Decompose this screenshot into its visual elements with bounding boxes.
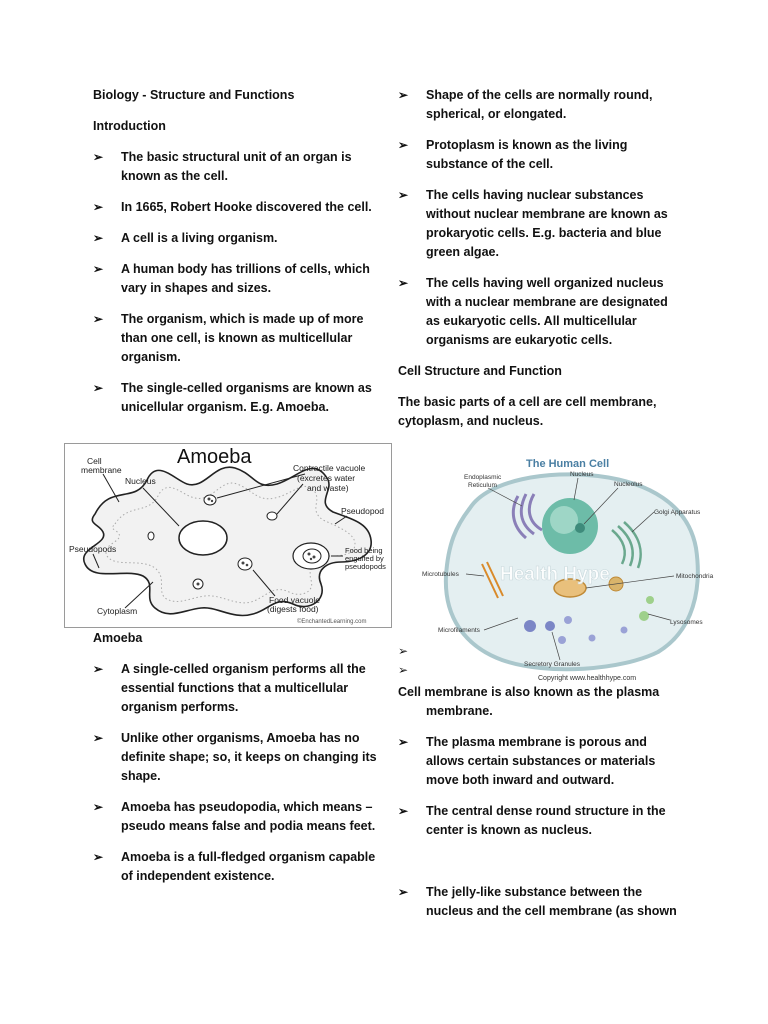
arrow-bullet-icon: ➢: [93, 312, 104, 326]
amoeba-bullet-list: [93, 660, 378, 886]
list-item: ➢ A human body has trillions of cells, which vary in shapes and sizes.: [93, 262, 370, 295]
arrow-bullet-icon: ➢: [93, 662, 104, 676]
svg-text:Nucleus: Nucleus: [570, 471, 594, 478]
svg-text:(excretes water: (excretes water: [297, 473, 356, 483]
svg-text:Microfilaments: Microfilaments: [438, 627, 480, 634]
svg-text:©EnchantedLearning.com: ©EnchantedLearning.com: [297, 619, 367, 625]
svg-text:Pseudopod: Pseudopod: [341, 506, 385, 516]
arrow-bullet-icon: ➢: [93, 231, 104, 245]
intro-bullet-list: [93, 148, 378, 417]
human-cell-diagram: [418, 448, 718, 688]
document-title: Biology - Structure and Functions: [93, 88, 295, 102]
svg-text:Mitochondria: Mitochondria: [676, 573, 714, 580]
svg-text:Pseudopods: Pseudopods: [69, 544, 117, 554]
arrow-bullet-icon: ➢: [93, 381, 104, 395]
arrow-bullet-icon: ➢: [398, 88, 409, 102]
human-cell-diagram-title: The Human Cell: [526, 458, 610, 470]
arrow-bullet-icon: ➢: [93, 200, 104, 214]
svg-text:Contractile vacuole: Contractile vacuole: [293, 463, 366, 473]
arrow-bullet-icon: ➢: [93, 150, 104, 164]
arrow-bullet-icon: ➢: [398, 735, 409, 749]
svg-text:Lysosomes: Lysosomes: [670, 619, 703, 626]
list-item: ➢ In 1665, Robert Hooke discovered the cell.: [93, 198, 378, 217]
cell-membrane-paragraph: Cell membrane is also known as the plasma membrane.: [398, 685, 660, 718]
list-item: ➢ The central dense round structure in the center is known as nucleus.: [398, 804, 666, 837]
list-item: ➢ A single-celled organism performs all the essential functions that a multicellular organism performs.: [93, 662, 366, 714]
list-item: ➢ The single-celled organisms are known as unicellular organism. E.g. Amoeba.: [93, 381, 372, 414]
cell-structure-heading: Cell Structure and Function: [398, 364, 562, 378]
cell-membrane-section: [398, 683, 680, 921]
list-item: ➢ Amoeba has pseudopodia, which means – pseudo means false and podia means feet.: [93, 800, 376, 833]
svg-text:Nucleolus: Nucleolus: [614, 481, 643, 488]
list-item: ➢ The organism, which is made up of more than one cell, is known as multicellular organism.: [93, 312, 364, 364]
svg-text:Golgi Apparatus: Golgi Apparatus: [654, 509, 701, 516]
svg-text:and waste): and waste): [307, 483, 349, 493]
list-item: ➢ Protoplasm is known as the living substance of the cell.: [398, 138, 628, 171]
amoeba-section: [93, 629, 378, 886]
arrow-bullet-icon: ➢: [398, 804, 409, 818]
list-item: ➢ The cells having nuclear substances without nuclear membrane are known as prokaryotic cells. E.g. bacteria and blue green algae.: [398, 188, 668, 259]
cell-facts-bullet-list: [398, 86, 678, 350]
svg-text:(digests food): (digests food): [267, 604, 319, 614]
list-item: ➢ The basic structural unit of an organ is known as the cell.: [93, 150, 352, 183]
list-item: ➢ Amoeba is a full-fledged organism capable of independent existence.: [93, 850, 376, 883]
amoeba-diagram: [64, 443, 392, 628]
svg-text:Nucleus: Nucleus: [125, 476, 156, 486]
arrow-bullet-icon: ➢: [93, 850, 104, 864]
arrow-bullet-icon: ➢: [398, 276, 409, 290]
list-item: ➢ The jelly-like substance between the nucleus and the cell membrane (as shown: [398, 885, 677, 918]
amoeba-diagram-title: Amoeba: [177, 446, 252, 468]
svg-text:Cytoplasm: Cytoplasm: [97, 606, 138, 616]
list-item: ➢ Unlike other organisms, Amoeba has no definite shape; so, it keeps on changing its shape.: [93, 731, 377, 783]
cell-parts-bullet-list: [398, 733, 680, 921]
svg-text:Microtubules: Microtubules: [422, 571, 459, 578]
arrow-bullet-icon: ➢: [398, 663, 409, 677]
arrow-bullet-icon: ➢: [398, 885, 409, 899]
arrow-bullet-icon: ➢: [93, 262, 104, 276]
empty-bullet-2: [398, 661, 408, 680]
list-item: ➢ Shape of the cells are normally round, spherical, or elongated.: [398, 88, 653, 121]
svg-text:Food being: Food being: [345, 546, 383, 555]
svg-text:Food vacuole: Food vacuole: [269, 595, 321, 605]
svg-text:Endoplasmic: Endoplasmic: [464, 474, 502, 481]
arrow-bullet-icon: ➢: [93, 800, 104, 814]
arrow-bullet-icon: ➢: [93, 731, 104, 745]
svg-text:membrane: membrane: [81, 465, 122, 475]
svg-text:Reticulum: Reticulum: [468, 482, 497, 489]
right-column: [398, 86, 678, 431]
svg-text:Copyright www.healthhype.com: Copyright www.healthhype.com: [538, 675, 637, 682]
introduction-heading: Introduction: [93, 119, 166, 133]
arrow-bullet-icon: ➢: [398, 644, 409, 658]
svg-text:Cell: Cell: [87, 456, 102, 466]
list-item: ➢ The cells having well organized nucleus with a nuclear membrane are designated as eukaryotic cells. All multicellular organisms are eukaryotic cells.: [398, 276, 668, 347]
svg-text:engulfed by: engulfed by: [345, 554, 384, 563]
svg-text:Secretory Granules: Secretory Granules: [524, 661, 580, 668]
arrow-bullet-icon: ➢: [398, 138, 409, 152]
arrow-bullet-icon: ➢: [398, 188, 409, 202]
empty-bullet-1: [398, 642, 408, 661]
svg-text:pseudopods: pseudopods: [345, 562, 386, 571]
list-item: ➢ The plasma membrane is porous and allows certain substances or materials move both inward and outward.: [398, 735, 656, 787]
svg-text:Health Hype: Health Hype: [500, 564, 610, 585]
amoeba-heading: Amoeba: [93, 631, 143, 645]
cell-parts-paragraph: The basic parts of a cell are cell membrane, cytoplasm, and nucleus.: [398, 395, 657, 428]
left-column: [93, 86, 378, 417]
list-item: ➢ A cell is a living organism.: [93, 229, 378, 248]
